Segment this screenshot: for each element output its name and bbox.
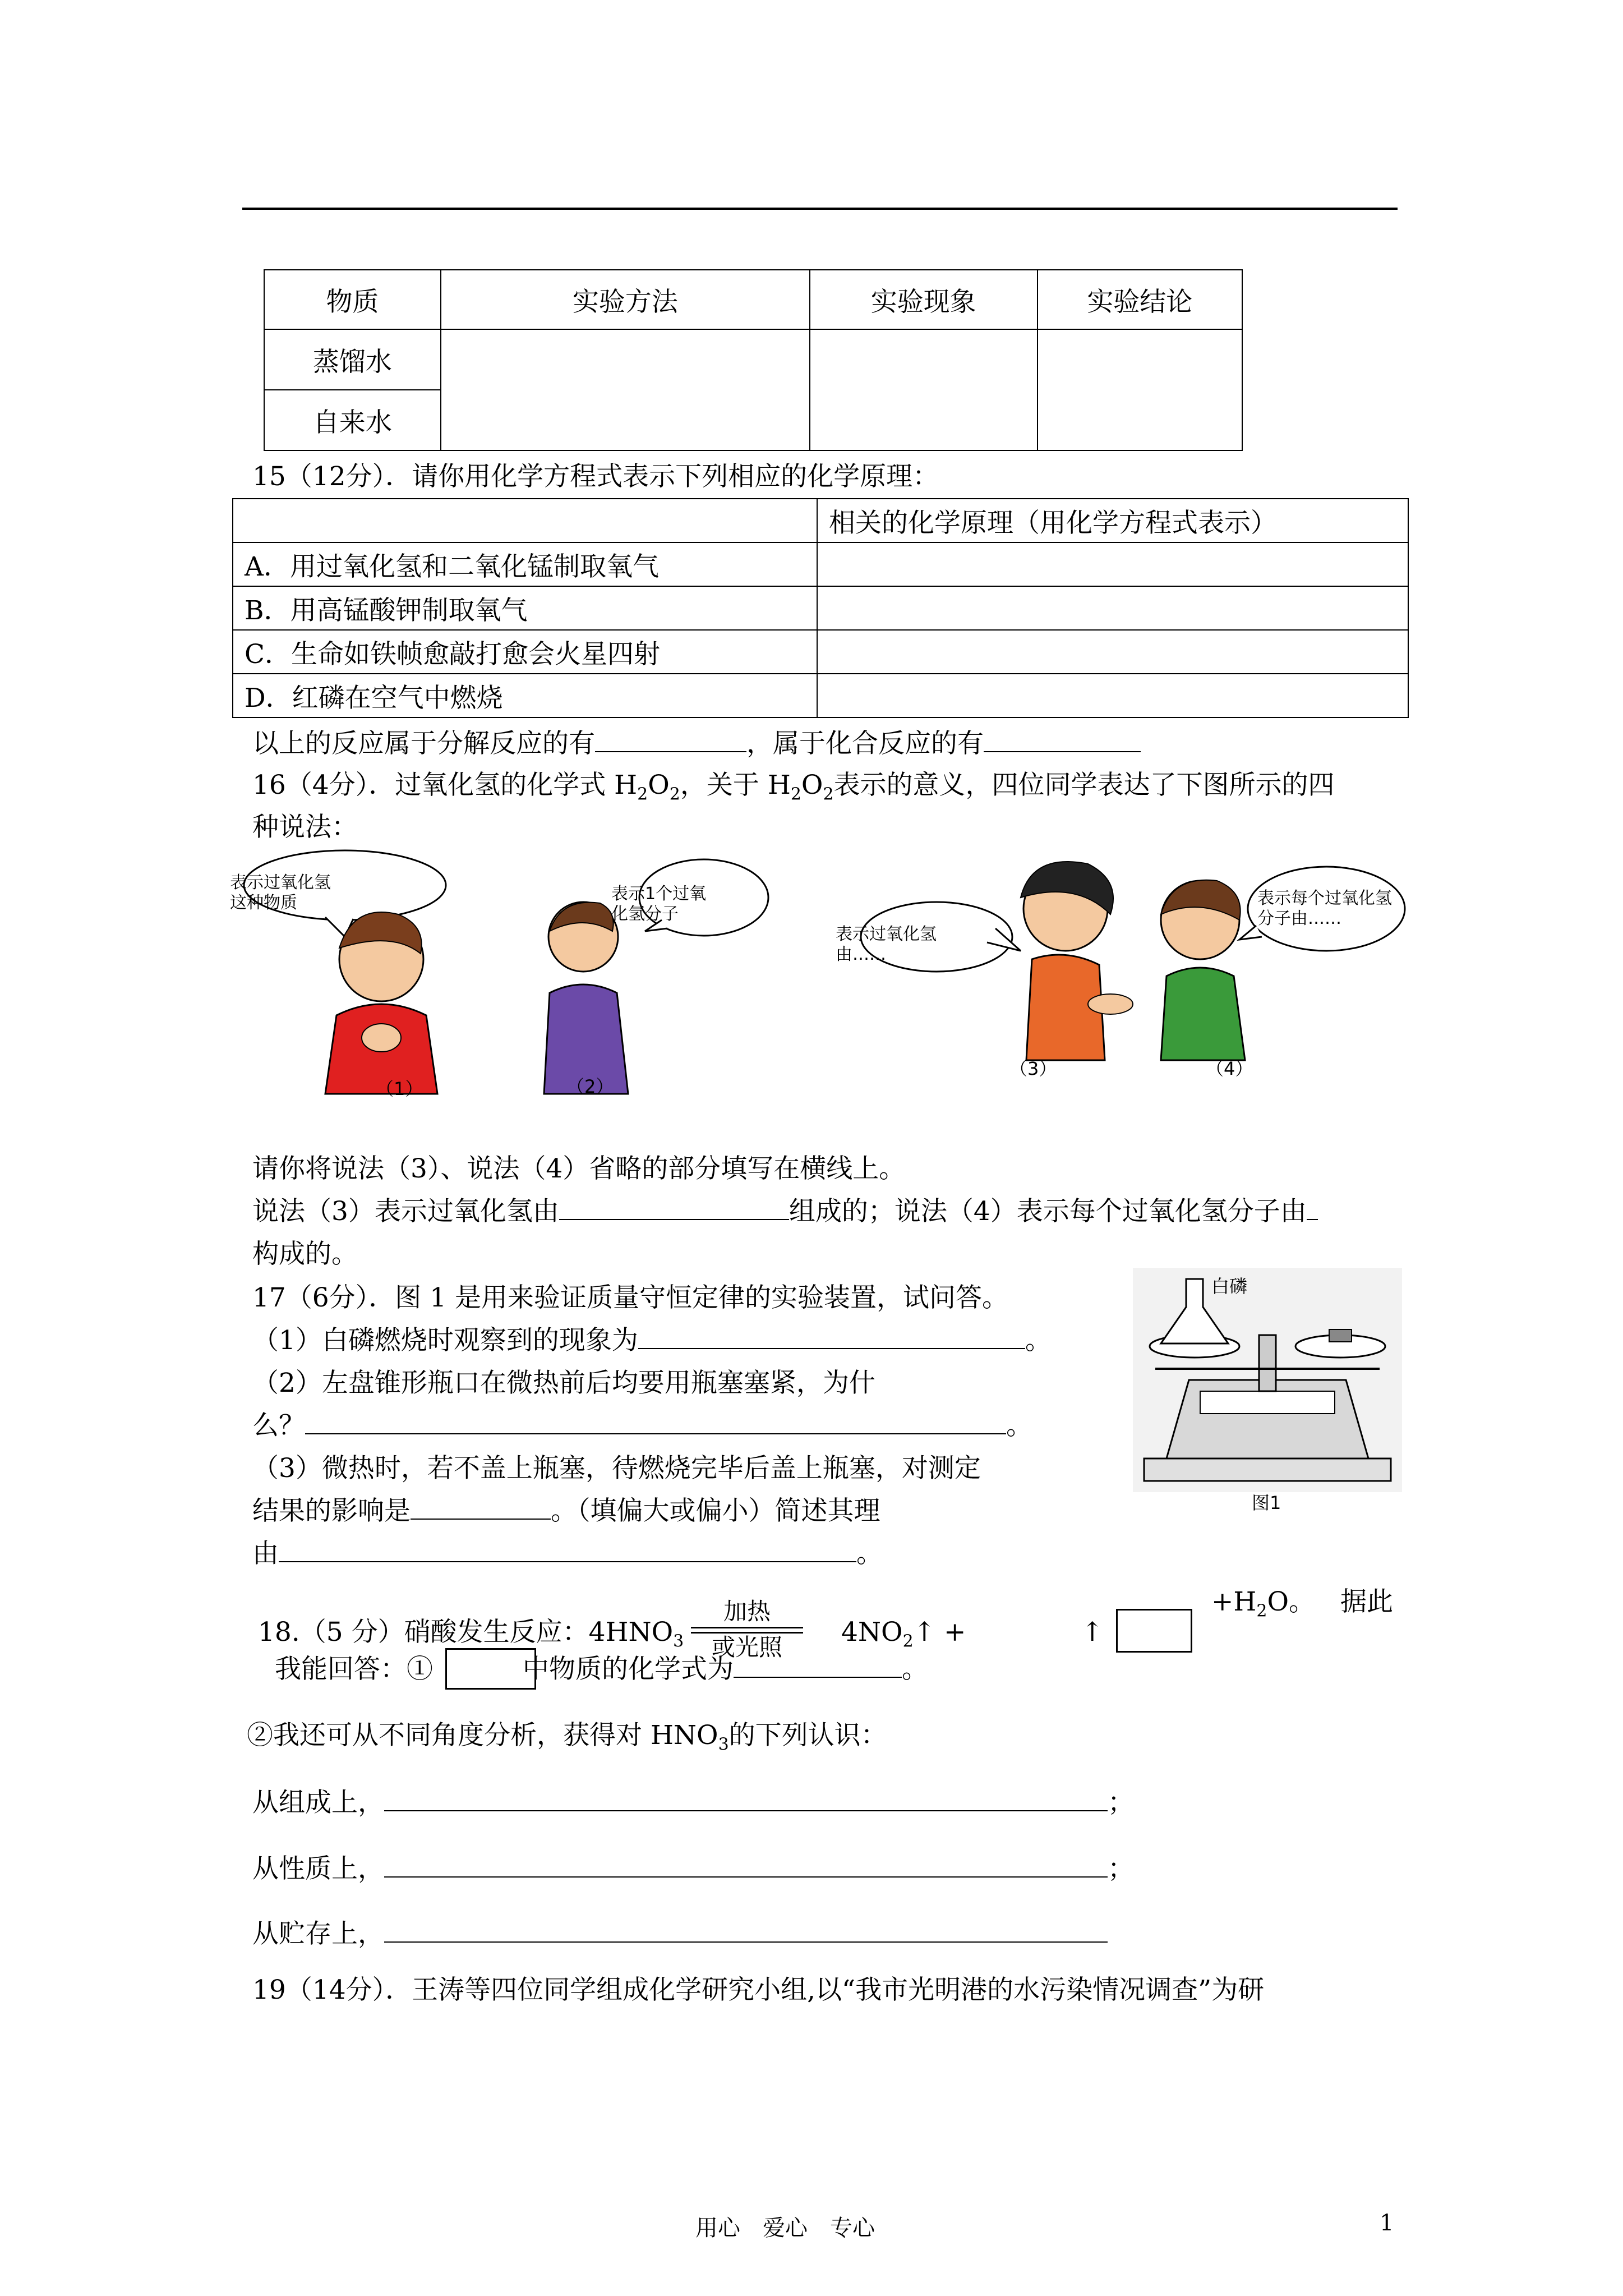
q17-part3d: 由 。	[252, 1538, 883, 1569]
table-header: 实验现象	[810, 270, 1038, 329]
table-cell: A．用过氧化氢和二氧化锰制取氧气	[233, 542, 817, 586]
q18-formula-blank[interactable]	[734, 1654, 902, 1678]
q18-storage: 从贮存上，	[252, 1917, 1108, 1951]
q17-blank-2[interactable]	[305, 1411, 1006, 1434]
answer-cell[interactable]	[441, 329, 810, 450]
q18-composition: 从组成上， ；	[252, 1787, 1134, 1818]
composition-blank[interactable]	[384, 1788, 1108, 1811]
q16-line2: 种说法：	[252, 812, 358, 843]
caption-3: （3）	[1009, 1058, 1057, 1079]
fig-label: 白磷	[1211, 1276, 1248, 1297]
q15-classification	[252, 727, 1141, 761]
answer-cell[interactable]	[817, 542, 1408, 586]
q15-title: 15（12分）．请你用化学方程式表示下列相应的化学原理：	[252, 461, 939, 492]
fill-blank-4[interactable]	[1307, 1197, 1318, 1220]
answer-cell[interactable]	[817, 586, 1408, 630]
bubble-4-text: 表示每个过氧化氢分子由……	[1257, 889, 1392, 928]
q18-water: $+H_2O$。	[1211, 1586, 1316, 1621]
q17-part3b: 结果的影响是 。（填偏大或偏小）简述其理	[252, 1496, 880, 1526]
bubble-1-text: 表示过氧化氢这种物质	[230, 873, 331, 913]
q17-part2a: （2）左盘锥形瓶口在微热前后均要用瓶塞塞紧，为什	[252, 1368, 875, 1398]
q18-part2: ②我还可从不同角度分析，获得对 $HNO_3$的下列认识：	[247, 1720, 887, 1755]
storage-blank[interactable]	[384, 1919, 1108, 1943]
q15-combo-label: ，属于化合反应的有	[746, 728, 984, 759]
q18-answer-line: 我能回答：① 中物质的化学式为 。	[275, 1654, 928, 1685]
table-cell: C．生命如铁帧愈敲打愈会火星四射	[233, 630, 817, 674]
footer-motto: 用心 爱心 专心	[695, 2215, 875, 2241]
q17-part1: （1）白磷燃烧时观察到的现象为 。	[252, 1325, 1052, 1356]
reaction-condition	[691, 1598, 803, 1662]
combo-blank[interactable]	[984, 729, 1141, 752]
header-rule	[242, 208, 1398, 210]
fig-caption: 图1	[1252, 1492, 1281, 1513]
table-header: 实验方法	[441, 270, 810, 329]
q16-fill-line: 说法（3）表示过氧化氢由 组成的；说法（4）表示每个过氧化氢分子由	[252, 1195, 1318, 1228]
caption-2: （2）	[566, 1076, 614, 1097]
table-q15	[232, 498, 1409, 718]
q17-blank-1[interactable]	[638, 1326, 1025, 1349]
bubble-3-text: 表示过氧化氢由……	[836, 924, 937, 964]
q16-end: 构成的。	[252, 1239, 358, 1269]
decomp-blank[interactable]	[595, 729, 746, 752]
table-q14	[264, 269, 1243, 451]
property-blank[interactable]	[384, 1854, 1108, 1878]
page-number: 1	[1380, 2210, 1394, 2236]
table-cell: 蒸馏水	[264, 329, 441, 390]
q18-property: 从性质上， ；	[252, 1853, 1134, 1884]
q15-decomp-label: 以上的反应属于分解反应的有	[252, 728, 595, 759]
table-header: 物质	[264, 270, 441, 329]
caption-1: （1）	[376, 1078, 423, 1099]
q19-intro: 19（14分）．王涛等四位同学组成化学研究小组,以“我市光明港的水污染情况调查”为研	[252, 1975, 1265, 2005]
table-header: 相关的化学原理（用化学方程式表示）	[817, 499, 1408, 542]
q18-equation: 18.（5 分）硝酸发生反应：$4HNO_3$	[258, 1617, 684, 1651]
q18-judan: 据此	[1340, 1586, 1393, 1617]
table-cell	[233, 499, 817, 542]
table-cell: 自来水	[264, 390, 441, 450]
q17-title: 17（6分）．图 1 是用来验证质量守恒定律的实验装置，试问答。	[252, 1282, 1008, 1313]
condition-light: 或光照	[711, 1634, 782, 1661]
q18-unknown-box[interactable]	[1116, 1609, 1192, 1653]
table-header: 实验结论	[1038, 270, 1242, 329]
q16-line1: 16（4分）．过氧化氢的化学式 $H_2O_2$，关于 $H_2O_2$表示的意义，四位同学表达了下图所示的四	[252, 770, 1335, 804]
answer-cell[interactable]	[810, 329, 1038, 450]
table-cell: D．红磷在空气中燃烧	[233, 674, 817, 717]
q17-blank-3[interactable]	[411, 1496, 551, 1520]
fill-blank-3[interactable]	[559, 1197, 789, 1220]
condition-heat: 加热	[723, 1598, 771, 1625]
q18-answer-box[interactable]	[445, 1648, 536, 1690]
q17-blank-4[interactable]	[279, 1539, 856, 1562]
table-cell: B．用高锰酸钾制取氧气	[233, 586, 817, 630]
q17-part2b: 么？ 。	[252, 1410, 1032, 1441]
q18-arrow: ↑	[1081, 1617, 1104, 1648]
bubble-2-text: 表示1个过氧化氢分子	[611, 884, 707, 924]
q16-instruction: 请你将说法（3）、说法（4）省略的部分填写在横线上。	[252, 1153, 906, 1184]
balance-figure	[1133, 1268, 1402, 1526]
answer-cell[interactable]	[1038, 329, 1242, 450]
q17-part3a: （3）微热时，若不盖上瓶塞，待燃烧完毕后盖上瓶塞，对测定	[252, 1453, 981, 1484]
q18-products: $4NO_2↑$ +	[841, 1617, 966, 1651]
answer-cell[interactable]	[817, 674, 1408, 717]
answer-cell[interactable]	[817, 630, 1408, 674]
caption-4: （4）	[1206, 1058, 1253, 1079]
